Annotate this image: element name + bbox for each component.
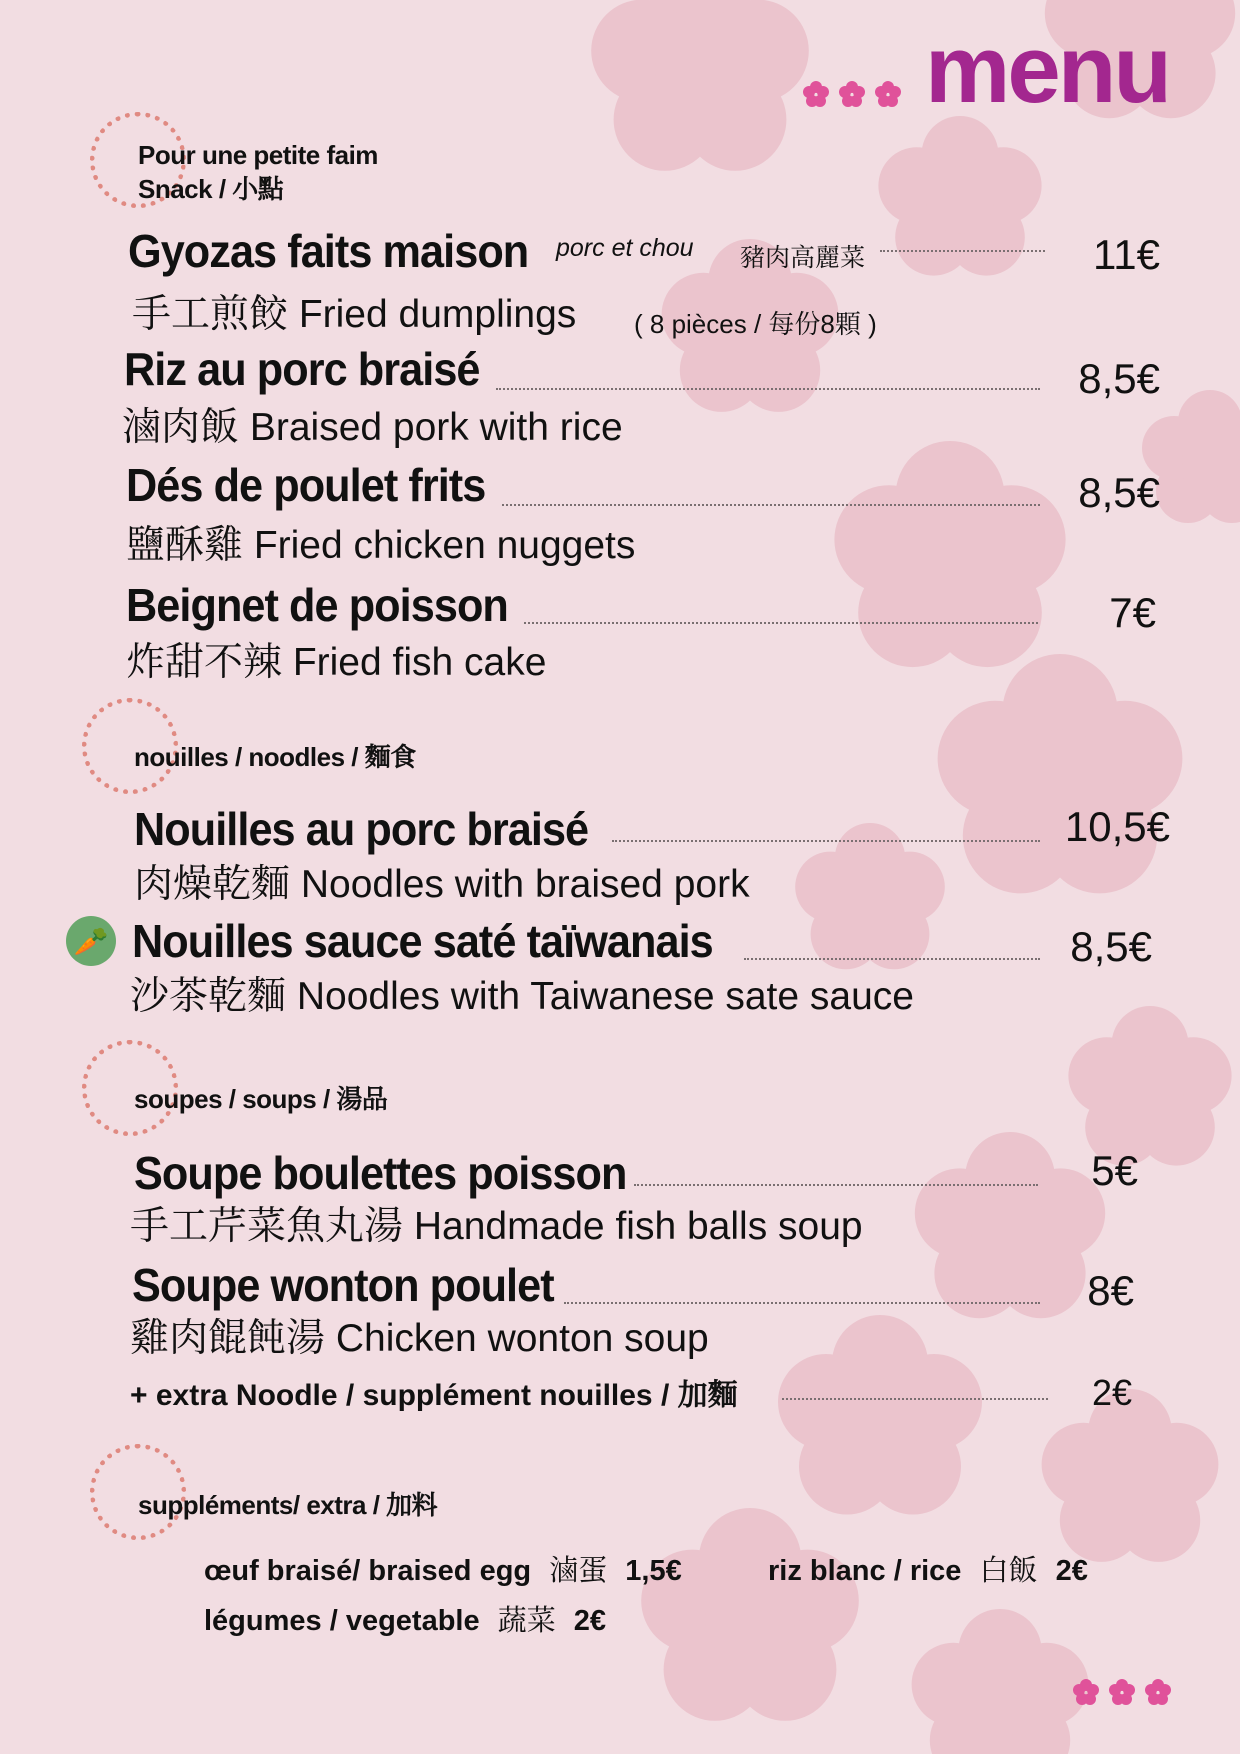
- section-title-soups: soupes / soups / 湯品: [134, 1084, 388, 1114]
- dish-name: Nouilles sauce saté taïwanais: [132, 915, 713, 967]
- dish-note: porc et chou: [556, 234, 694, 262]
- dish-description: 沙茶乾麵 Noodles with Taiwanese sate sauce: [130, 975, 914, 1018]
- dish-name: Dés de poulet frits: [126, 459, 486, 511]
- supplement-price: 2€: [1055, 1555, 1088, 1587]
- dish-price: 8,5€: [1070, 923, 1152, 970]
- price-leader: [564, 1302, 1040, 1304]
- extra-noodle-price: 2€: [1091, 1372, 1132, 1413]
- dish-name: Soupe boulettes poisson: [134, 1147, 627, 1199]
- supplement-price: 1,5€: [625, 1555, 682, 1587]
- dish-description: 手工煎餃 Fried dumplings: [132, 293, 577, 336]
- dish-description: 滷肉飯 Braised pork with rice: [122, 406, 623, 449]
- carrot-icon: 🥕: [66, 916, 116, 966]
- dish-description: 手工芹菜魚丸湯 Handmade fish balls soup: [130, 1205, 863, 1248]
- supplement-vegetable: [204, 1598, 606, 1639]
- dish-note-zh: 豬肉高麗菜: [740, 244, 866, 272]
- supplement-egg: [204, 1548, 682, 1589]
- menu-title: menu: [925, 16, 1170, 123]
- dish-price: 8,5€: [1078, 355, 1160, 402]
- dish-description: 鹽酥雞 Fried chicken nuggets: [126, 524, 636, 567]
- dish-price: 7€: [1109, 589, 1156, 636]
- section-subtitle-snack: Snack / 小點: [138, 174, 284, 204]
- extra-noodle-option: + extra Noodle / supplément nouilles / 加麵: [130, 1379, 738, 1412]
- dish-price: 5€: [1091, 1147, 1138, 1194]
- supplement-label: œuf braisé/ braised egg: [204, 1555, 532, 1587]
- price-leader: [502, 504, 1040, 506]
- dish-name: Nouilles au porc braisé: [134, 803, 589, 855]
- supplement-label-zh: 滷蛋: [549, 1555, 608, 1587]
- supplement-rice: [768, 1548, 1088, 1589]
- supplement-label-zh: 蔬菜: [497, 1605, 556, 1637]
- section-title-snack: Pour une petite faim: [138, 140, 378, 170]
- price-leader: [634, 1184, 1038, 1186]
- dish-description: 雞肉餛飩湯 Chicken wonton soup: [130, 1317, 709, 1360]
- dish-price: 8,5€: [1078, 469, 1160, 516]
- price-leader: [782, 1398, 1048, 1400]
- price-leader: [524, 622, 1038, 624]
- supplement-label: légumes / vegetable: [204, 1605, 480, 1637]
- flower-icon-group: [800, 74, 905, 114]
- supplement-price: 2€: [573, 1605, 607, 1637]
- price-leader: [744, 958, 1040, 960]
- dish-portion-note: ( 8 pièces / 每份8顆 ): [634, 309, 877, 339]
- dish-name: Beignet de poisson: [126, 579, 508, 631]
- flower-icon-group: [1070, 1672, 1175, 1712]
- dish-price: 10,5€: [1064, 803, 1170, 850]
- section-title-noodles: nouilles / noodles / 麵食: [134, 742, 416, 772]
- supplement-label: riz blanc / rice: [768, 1555, 962, 1587]
- dish-price: 8€: [1087, 1267, 1134, 1314]
- dish-name: Soupe wonton poulet: [132, 1259, 554, 1311]
- section-title-extras: suppléments/ extra / 加料: [138, 1490, 438, 1520]
- dish-description: 肉燥乾麵 Noodles with braised pork: [134, 863, 750, 906]
- supplement-label-zh: 白飯: [979, 1555, 1038, 1587]
- dish-name: Riz au porc braisé: [124, 343, 480, 395]
- dish-price: 11€: [1093, 231, 1160, 278]
- price-leader: [496, 388, 1040, 390]
- dish-name: Gyozas faits maison: [128, 225, 529, 277]
- dish-description: 炸甜不辣 Fried fish cake: [126, 641, 547, 684]
- price-leader: [612, 840, 1040, 842]
